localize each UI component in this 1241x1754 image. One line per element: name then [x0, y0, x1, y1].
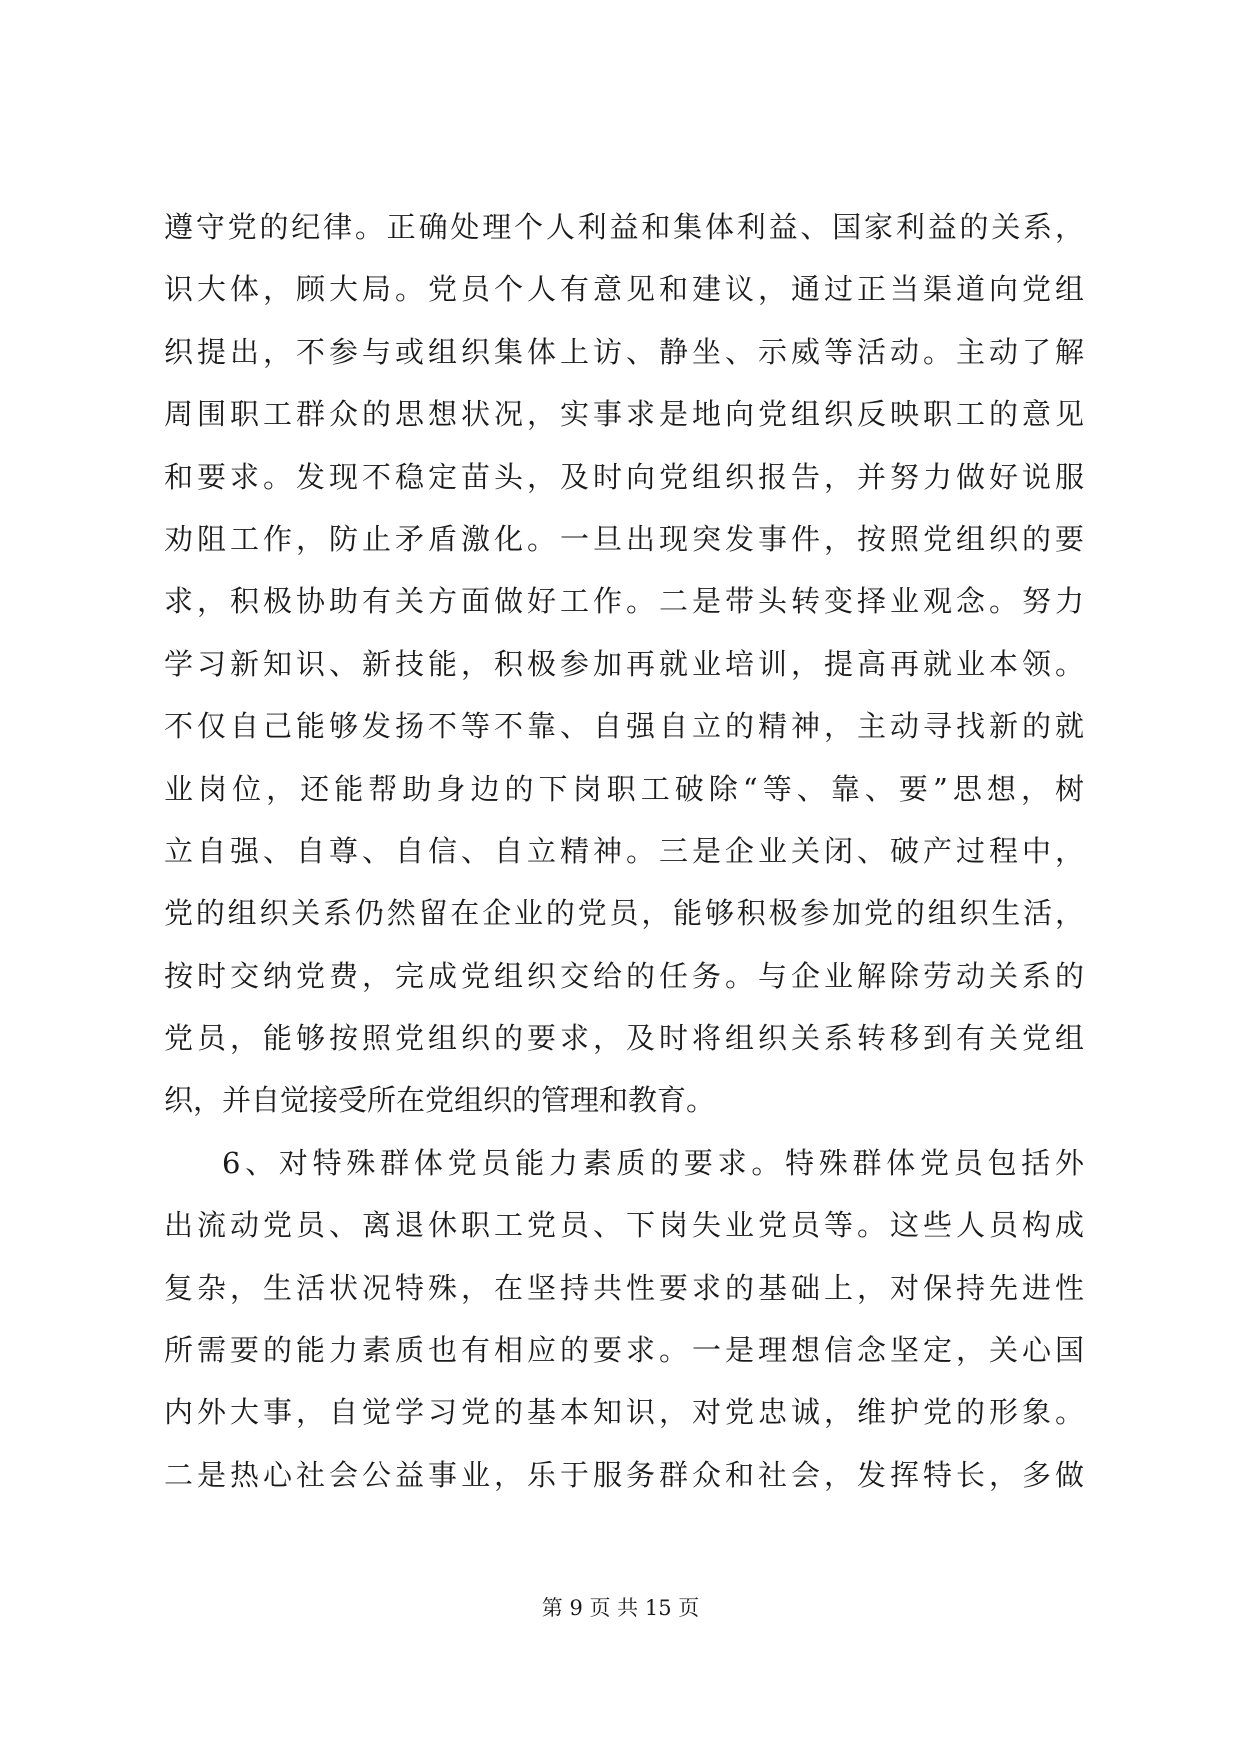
text-line: 求，积极协助有关方面做好工作。二是带头转变择业观念。努力 [164, 584, 1084, 619]
text-line: 内外大事，自觉学习党的基本知识，对党忠诚，维护党的形象。 [164, 1395, 1084, 1430]
text-line: 复杂，生活状况特殊，在坚持共性要求的基础上，对保持先进性 [164, 1270, 1084, 1305]
text-line: 党的组织关系仍然留在企业的党员，能够积极参加党的组织生活， [164, 896, 1084, 931]
body-text [164, 196, 1084, 1506]
text-line: 按时交纳党费，完成党组织交给的任务。与企业解除劳动关系的 [164, 958, 1084, 993]
text-line: 二是热心社会公益事业，乐于服务群众和社会，发挥特长，多做 [164, 1457, 1084, 1492]
page-number: 第 9 页 共 15 页 [541, 1596, 700, 1620]
text-line: 和要求。发现不稳定苗头，及时向党组织报告，并努力做好说服 [164, 459, 1084, 494]
text-line: 劝阻工作，防止矛盾激化。一旦出现突发事件，按照党组织的要 [164, 521, 1084, 556]
text-line: 所需要的能力素质也有相应的要求。一是理想信念坚定，关心国 [164, 1333, 1084, 1368]
text-line: 立自强、自尊、自信、自立精神。三是企业关闭、破产过程中， [164, 833, 1084, 868]
text-line: 不仅自己能够发扬不等不靠、自强自立的精神，主动寻找新的就 [164, 709, 1084, 744]
paragraph-start-line: 6、对特殊群体党员能力素质的要求。特殊群体党员包括外 [222, 1145, 1084, 1180]
text-line: 出流动党员、离退休职工党员、下岗失业党员等。这些人员构成 [164, 1208, 1084, 1243]
text-line: 业岗位，还能帮助身边的下岗职工破除“等、靠、要”思想，树 [164, 771, 1084, 806]
text-line: 织提出，不参与或组织集体上访、静坐、示威等活动。主动了解 [164, 334, 1084, 369]
text-line: 党员，能够按照党组织的要求，及时将组织关系转移到有关党组 [164, 1021, 1084, 1056]
paragraph-end-line: 织，并自觉接受所在党组织的管理和教育。 [164, 1083, 716, 1118]
text-line: 学习新知识、新技能，积极参加再就业培训，提高再就业本领。 [164, 646, 1084, 681]
text-line: 识大体，顾大局。党员个人有意见和建议，通过正当渠道向党组 [164, 272, 1084, 307]
text-line: 遵守党的纪律。正确处理个人利益和集体利益、国家利益的关系， [164, 210, 1084, 244]
text-line: 周围职工群众的思想状况，实事求是地向党组织反映职工的意见 [164, 397, 1084, 432]
